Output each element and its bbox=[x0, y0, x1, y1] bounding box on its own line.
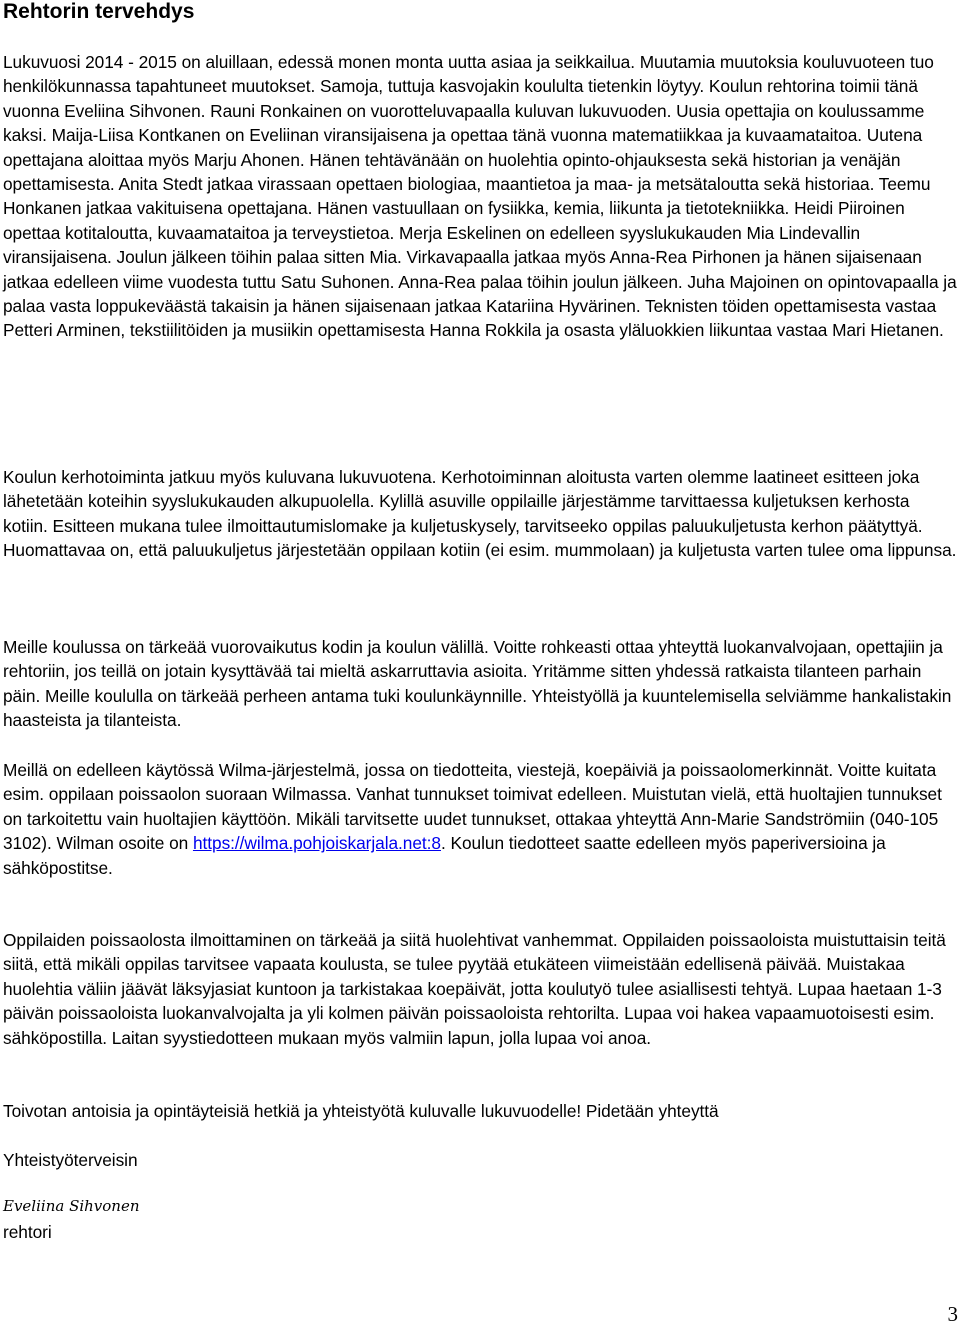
document-page bbox=[3, 0, 958, 1242]
paragraph-greeting: Yhteistyöterveisin bbox=[3, 1150, 138, 1170]
wilma-link[interactable]: https://wilma.pohjoiskarjala.net:8 bbox=[192, 833, 441, 854]
paragraph-wilma-system bbox=[3, 758, 958, 880]
page-number: 3 bbox=[947, 1302, 958, 1326]
paragraph-absences: Oppilaiden poissaolosta ilmoittaminen on tärkeää ja siitä huolehtivat vanhemmat. Oppilaiden poissaoloista muistuttaisin teitä siitä, että mikäli oppilas tarvitsee vapaata koulusta, se tulee pyytää etukäteen viimeistään edellisenä päivää. Muistakaa huolehtia väliin jäävät läksyjasiat kuntoon ja tarkistakaa koepäivät, jotta koulutyö tulee asiallisesti tehtyä. Lupaa haetaan 1-3 päivän poissaoloista luokanvalvojalta ja yli kolmen päivän poissaoloista rehtorilta. Lupaa voi hakea vapaamuotoisesti esim. sähköpostilla. Laitan syystiedotteen mukaan myös valmiin lapun, jolla lupaa voi anoa. bbox=[3, 930, 946, 1048]
wilma-text-after: . Koulun tiedotteet saatte edelleen myös paperiversioina ja sähköpostitse. bbox=[3, 833, 886, 878]
page-title: Rehtorin tervehdys bbox=[3, 0, 195, 23]
paragraph-club-activities: Koulun kerhotoiminta jatkuu myös kuluvana lukuvuotena. Kerhotoiminnan aloitusta varten olemme laatineet esitteen joka lähetetään koteihin syyslukukauden alkupuolella. Kylillä asuville oppilaille järjestämme tarvittaessa kuljetuksen kerhosta kotiin. Esitteen mukana tulee ilmoittautumislomake ja kuljetuskysely, tarvitseeko oppilas paluukuljetusta kerhon päätyttyä. Huomattavaa on, että paluukuljetus järjestetään oppilaan kotiin (ei esim. mummolaan) ja kuljetusta varten tulee oma lippunsa. bbox=[3, 467, 957, 561]
signature: Eveliina Sihvonen bbox=[3, 1197, 140, 1215]
paragraph-home-school-interaction: Meille koulussa on tärkeää vuorovaikutus kodin ja koulun välillä. Voitte rohkeasti ottaa yhteyttä luokanvalvojaan, opettajiin ja rehtoriin, jos teillä on jotain kysyttävää tai mieltä askarruttavia asioita. Yritämme sitten yhdessä ratkaista tilanteen parhain päin. Meille koululla on tärkeää perheen antama tuki koulunkäynnille. Yhteistyöllä ja kuuntelemisella selviämme hankalistakin haasteista ja tilanteista. bbox=[3, 637, 952, 731]
paragraph-staff-changes: Lukuvuosi 2014 - 2015 on aluillaan, edessä monen monta uutta asiaa ja seikkailua. Muutamia muutoksia kouluvuoteen tuo henkilökunnassa tapahtuneet muutokset. Samoja, tuttuja kasvojakin koululta tietenkin löytyy. Koulun rehtorina toimii tänä vuonna Eveliina Sihvonen. Rauni Ronkainen on vuorotteluvapaalla kuluvan lukuvuoden. Uusia opettajia on koulussamme kaksi. Maija-Liisa Kontkanen on Eveliinan viransijaisena ja opettaa tänä vuonna matematiikkaa ja kuvaamataitoa. Uutena opettajana aloittaa myös Marju Ahonen. Hänen tehtävänään on huolehtia opinto-ohjauksesta sekä historian ja venäjän opettamisesta. Anita Stedt jatkaa virassaan opettaen biologiaa, maantietoa ja maa- ja metsätaloutta sekä historiaa. Teemu Honkanen jatkaa vakituisena opettajana. Hänen vastuullaan on fysiikka, kemia, liikunta ja tietotekniikka. Heidi Piiroinen opettaa kotitaloutta, kuvaamataitoa ja terveystietoa. Merja Eskelinen on edelleen syyslukukauden Mia Lindevallin viransijaisena. Joulun jälkeen töihin palaa sitten Mia. Virkavapaalla jatkaa myös Anna-Rea Pirhonen ja hänen sijaisenaan jatkaa edelleen viime vuodesta tuttu Satu Suhonen. Anna-Rea palaa töihin joulun jälkeen. Juha Majoinen on opintovapaalla ja palaa vasta loppukeväästä takaisin ja hänen sijaisenaan jatkaa Katariina Hyvärinen. Teknisten töiden opettamisesta vastaa Petteri Arminen, tekstiilitöiden ja musiikin opettamisesta Hanna Rokkila ja osasta yläluokkien liikuntaa vastaa Mari Hietanen. bbox=[3, 52, 957, 341]
paragraph-closing-wish: Toivotan antoisia ja opintäyteisiä hetkiä ja yhteistyötä kuluvalle lukuvuodelle! Pidetään yhteyttä bbox=[3, 1101, 719, 1121]
wilma-text-before: Meillä on edelleen käytössä Wilma-järjestelmä, jossa on tiedotteita, viestejä, koepäiviä ja poissaolomerkinnät. Voitte kuitata esim. oppilaan poissaolon suoraan Wilmassa. Vanhat tunnukset toimivat edelleen. Muistutan vielä, että huoltajien tunnukset on tarkoitettu vain huoltajien käyttöön. Mikäli tarvitsette uudet tunnukset, ottakaa yhteyttä Ann-Marie Sandströmiin (040-105 3102). Wilman osoite on bbox=[3, 760, 942, 854]
signer-role: rehtori bbox=[3, 1222, 52, 1242]
